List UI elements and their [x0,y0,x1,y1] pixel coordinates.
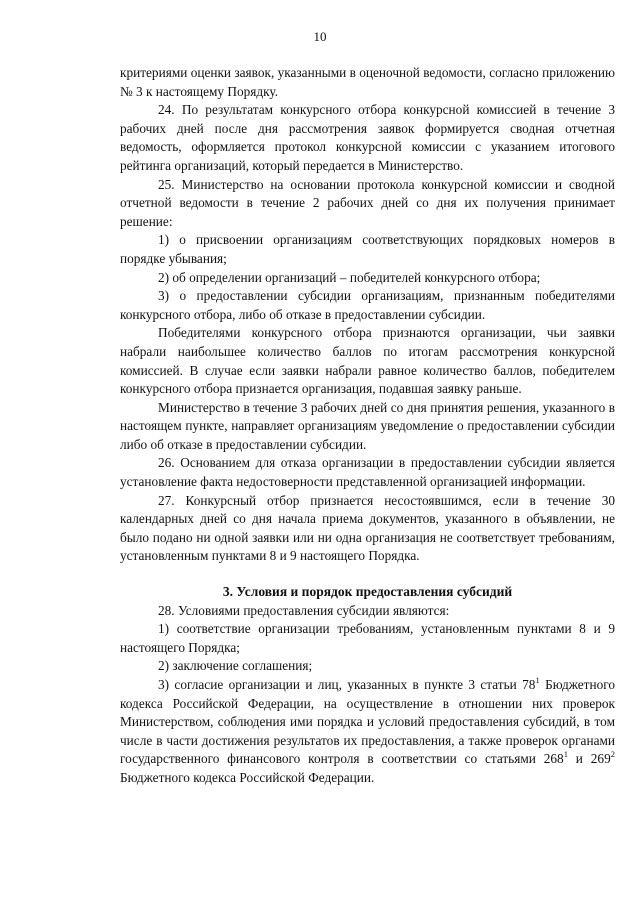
paragraph-25: 25. Министерство на основании протокола конкурсной комиссии и сводной отчетной ведомости в течение 2 рабочих дней со дня их получения принимает решение: [120,176,615,229]
superscript: 1 [563,749,568,760]
paragraph-winners: Победителями конкурсного отбора признаются организации, чьи заявки набрали наибольшее количество баллов по итогам рассмотрения конкурсной комиссией. В случае если заявки набрали равное количество баллов, победителем конкурсного отбора признается организация, подавшая заявку раньше. [120,325,615,397]
list-item-25-3: 3) о предоставлении субсидии организациям, признанным победителями конкурсного отбора, либо об отказе в предоставлении субсидии. [120,288,615,322]
list-item-28-1: 1) соответствие организации требованиям, установленным пунктами 8 и 9 настоящего Порядка; [120,621,615,655]
text-segment: 3) согласие организации и лиц, указанных в пункте 3 статьи 78 [158,677,536,692]
page-number: 10 [313,29,327,44]
paragraph-28: 28. Условиями предоставления субсидии являются: [158,602,450,618]
superscript: 1 [535,675,540,685]
text-segment: и 269 [567,751,611,767]
paragraph-continuation: критериями оценки заявок, указанными в оценочной ведомости, согласно приложению № 3 к настоящему Порядку. [120,65,615,99]
list-item-25-2: 2) об определении организаций – победителей конкурсного отбора; [158,269,541,285]
text-segment: Бюджетного кодекса Российской Федерации, на осуществление в отношении них проверок Министерством, соблюдения ими порядка и условий предоставления субсидий, в том числе в части достижения результатов их предоставления, а также проверок органами государственного финансового контроля в соответствии со статьями 268 [120,677,615,767]
list-item-28-2: 2) заключение соглашения; [158,658,313,674]
paragraph-27: 27. Конкурсный отбор признается несостоявшимся, если в течение 30 календарных дней со дня начала приема документов, указанного в объявлении, не было подано ни одной заявки или ни одна организация не соответствует требованиям, установленным пунктами 8 и 9 настоящего Порядка. [120,492,615,564]
superscript: 2 [610,749,615,760]
list-item-25-1: 1) о присвоении организациям соответствующих порядковых номеров в порядке убывания; [120,232,615,266]
text-segment: Бюджетного кодекса Российской Федерации. [120,769,375,785]
paragraph-notification: Министерство в течение 3 рабочих дней со дня принятия решения, указанного в настоящем пункте, направляет организациям уведомление о предоставлении субсидии либо об отказе в предоставлении субсидии. [120,399,615,452]
document-body [120,64,615,788]
section-heading: 3. Условия и порядок предоставления субсидий [222,584,513,600]
paragraph-24: 24. По результатам конкурсного отбора конкурсной комиссией в течение 3 рабочих дней после дня рассмотрения заявок формируется сводная отчетная ведомость, оформляется протокол конкурсной комиссии с указанием итогового рейтинга организаций, который передается в Министерство. [120,102,615,173]
paragraph-26: 26. Основанием для отказа организации в предоставлении субсидии является установление факта недостоверности представленной организацией информации. [120,455,615,490]
list-item-28-3 [120,676,615,788]
